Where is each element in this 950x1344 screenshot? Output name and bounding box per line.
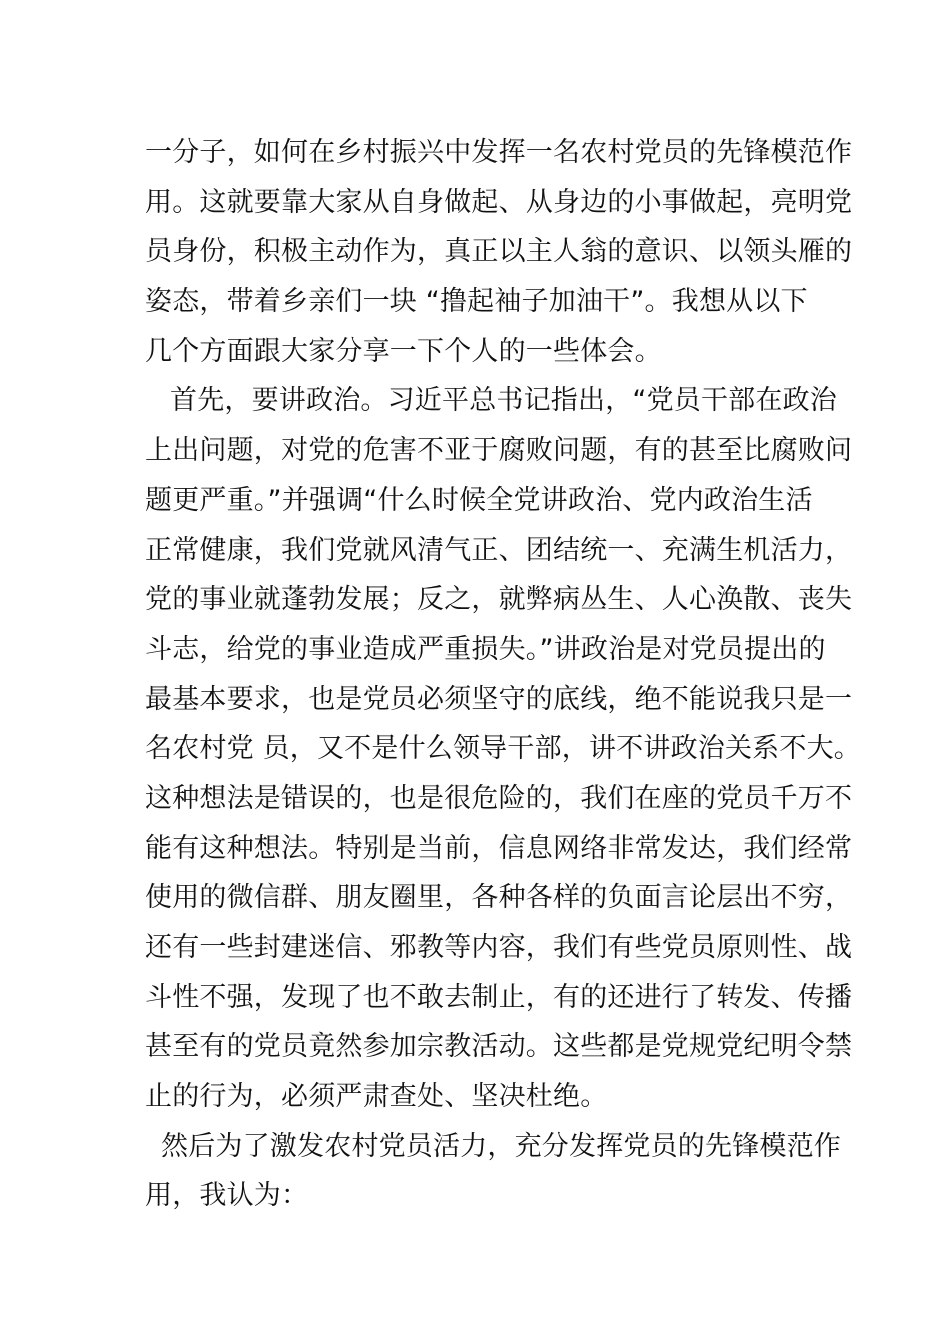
paragraph-intro [145, 128, 853, 376]
text-line: 几个方面跟大家分享一下个人的一些体会。 [145, 335, 662, 367]
text-line: 党的事业就蓬勃发展；反之，就弊病丛生、人心涣散、丧失 [145, 584, 853, 616]
text-line: 斗性不强，发现了也不敢去制止，有的还进行了转发、传播 [145, 981, 853, 1013]
text-line: 止的行为，必须严肃查处、坚决杜绝。 [145, 1081, 608, 1113]
paragraph-conclusion [145, 1122, 845, 1221]
text-line: 用。这就要靠大家从自身做起、从身边的小事做起，亮明党 [145, 186, 853, 218]
text-line: 还有一些封建迷信、邪教等内容，我们有些党员原则性、战 [145, 932, 853, 963]
text-line: 最基本要求，也是党员必须坚守的底线，绝不能说我只是一 [145, 683, 853, 715]
text-line: 名农村党 员，又不是什么领导干部，讲不讲政治关系不大。 [145, 733, 861, 765]
text-line: 姿态，带着乡亲们一块 “撸起袖子加油干”。我想从以下 [145, 286, 808, 318]
text-line: 斗志，给党的事业造成严重损失。”讲政治是对党员提出的 [145, 633, 826, 665]
body-text [145, 128, 861, 1221]
text-line: 使用的微信群、朋友圈里，各种各样的负面言论层出不穷， [145, 882, 853, 914]
text-line: 一分子，如何在乡村振兴中发挥一名农村党员的先锋模范作 [145, 137, 853, 168]
text-line: 员身份，积极主动作为，真正以主人翁的意识、以领头雁的 [145, 236, 853, 268]
text-line: 能有这种想法。特别是当前，信息网络非常发达，我们经常 [145, 832, 853, 864]
text-line: 用，我认为： [145, 1180, 309, 1212]
text-line: 正常健康，我们党就风清气正、团结统一、充满生机活力， [145, 534, 853, 566]
text-line: 上出问题，对党的危害不亚于腐败问题，有的甚至比腐败问 [145, 435, 853, 467]
text-line: 这种想法是错误的，也是很危险的，我们在座的党员千万不 [145, 782, 853, 814]
text-line: 甚至有的党员竟然参加宗教活动。这些都是党规党纪明令禁 [145, 1031, 853, 1063]
text-line: 然后为了激发农村党员活力，充分发挥党员的先锋模范作 [161, 1130, 841, 1162]
paragraph-politics [145, 376, 861, 1121]
text-line: 首先，要讲政治。习近平总书记指出，“党员干部在政治 [170, 385, 837, 417]
text-line: 题更严重。”并强调“什么时候全党讲政治、党内政治生活 [145, 484, 813, 516]
